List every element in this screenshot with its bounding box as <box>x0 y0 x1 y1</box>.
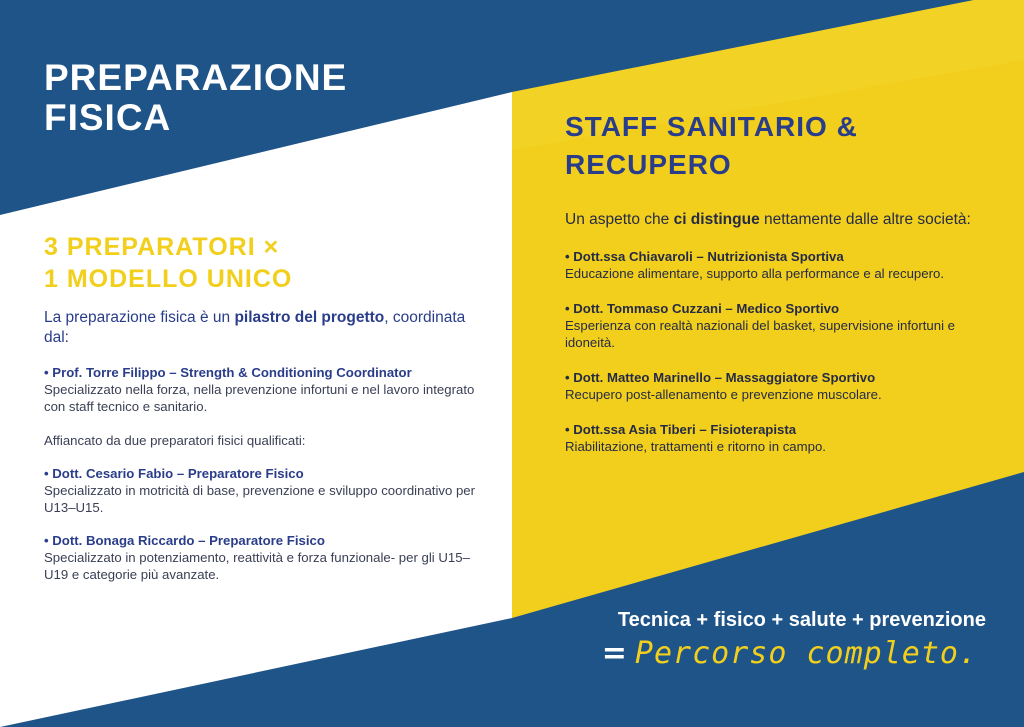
equals-sign: = <box>601 636 627 671</box>
person-desc: Recupero post-allenamento e prevenzione muscolare. <box>565 387 882 402</box>
right-intro: Un aspetto che ci distingue nettamente dalle altre società: <box>565 211 971 228</box>
subtitle <box>44 231 464 295</box>
assistants-note: Affiancato da due preparatori fisici qualificati: <box>44 433 306 448</box>
tagline-formula: Tecnica + fisico + salute + prevenzione <box>617 609 986 631</box>
person-chiavaroli <box>565 248 995 282</box>
person-name: • Dott. Tommaso Cuzzani – Medico Sportivo <box>565 301 840 316</box>
person-name: • Dott. Cesario Fabio – Preparatore Fisico <box>44 466 304 481</box>
person-cesario <box>44 465 484 516</box>
person-desc: Specializzato in motricità di base, prevenzione e sviluppo coordinativo per U13–U15. <box>44 483 476 515</box>
page-title-text: PREPARAZIONE FISICA <box>44 57 348 138</box>
person-name: • Dott. Bonaga Riccardo – Preparatore Fisico <box>44 533 325 548</box>
person-torre <box>44 364 484 415</box>
person-desc: Specializzato in potenziamento, reattività e forza funzionale- per gli U15–U19 e categorie più avanzate. <box>44 550 470 582</box>
person-desc: Riabilitazione, trattamenti e ritorno in campo. <box>565 439 826 454</box>
tagline-result <box>556 636 978 672</box>
page-title <box>44 58 464 138</box>
person-desc: Esperienza con realtà nazionali del basket, supervisione infortuni e idoneità. <box>565 318 955 350</box>
person-desc: Educazione alimentare, supporto alla performance e al recupero. <box>565 266 944 281</box>
left-intro: La preparazione fisica è un pilastro del progetto, coordinata dal: <box>44 309 466 346</box>
right-intro-bold: ci distingue <box>673 211 760 228</box>
person-name: • Dott.ssa Chiavaroli – Nutrizionista Sportiva <box>565 249 844 264</box>
subtitle-line-1: 3 PREPARATORI × <box>44 233 280 261</box>
right-content <box>565 210 995 455</box>
left-content <box>44 308 484 583</box>
section-title-line-2: RECUPERO <box>565 149 732 180</box>
person-name: • Dott.ssa Asia Tiberi – Fisioterapista <box>565 422 797 437</box>
person-marinello <box>565 369 995 403</box>
person-desc: Specializzato nella forza, nella prevenzione infortuni e nel lavoro integrato con staff tecnico e sanitario. <box>44 382 475 414</box>
person-tiberi <box>565 421 995 455</box>
section-title-line-1: STAFF SANITARIO & <box>565 111 858 142</box>
left-intro-bold: pilastro del progetto <box>234 309 385 326</box>
person-name: • Dott. Matteo Marinello – Massaggiatore Sportivo <box>565 370 876 385</box>
section-title-staff <box>565 108 985 184</box>
person-bonaga <box>44 532 484 583</box>
subtitle-line-2: 1 MODELLO UNICO <box>44 265 293 293</box>
tagline-script-text: Percorso completo. <box>634 636 978 671</box>
person-name: • Prof. Torre Filippo – Strength & Conditioning Coordinator <box>44 365 412 380</box>
person-cuzzani <box>565 300 995 351</box>
